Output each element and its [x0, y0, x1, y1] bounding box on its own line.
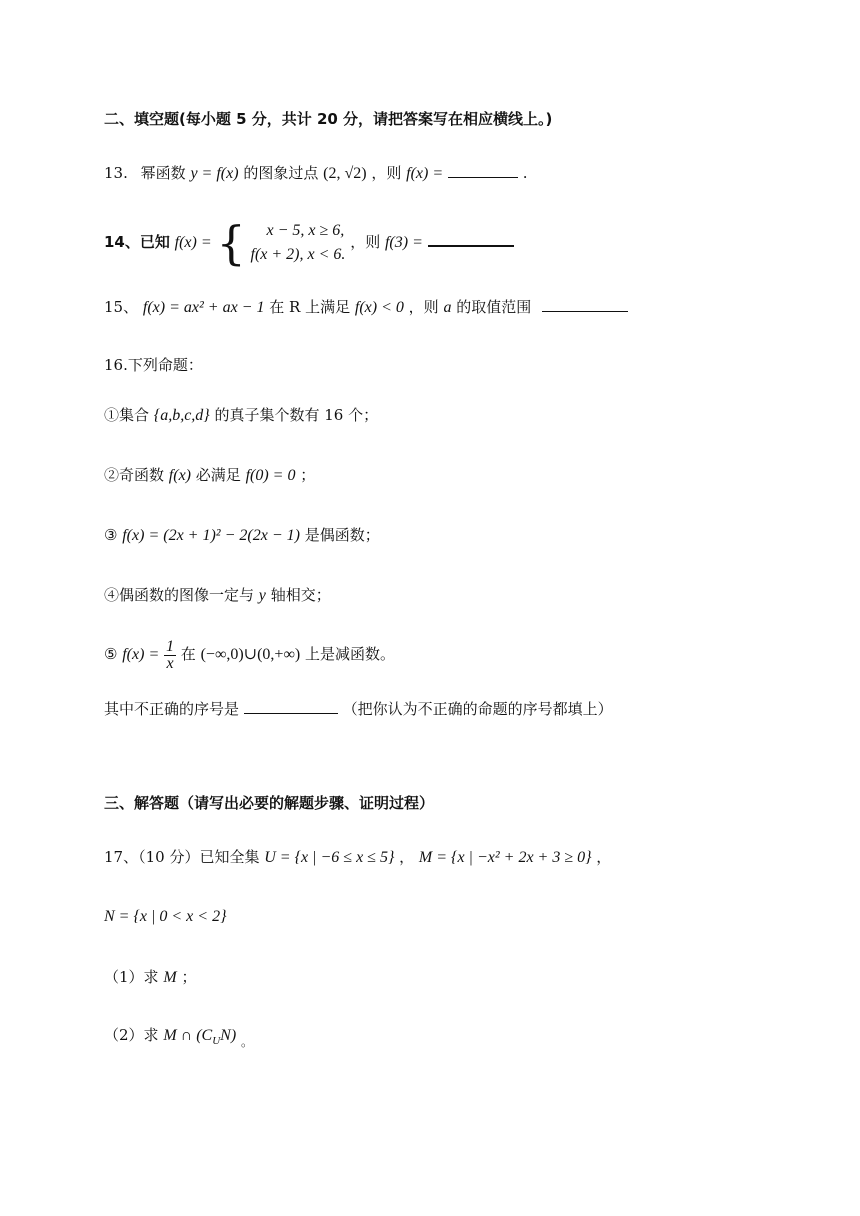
q13-number: 13.: [104, 164, 128, 182]
q15-text-3: 的取值范围: [456, 298, 532, 316]
q16-item-2-mark: ②奇函数: [104, 466, 165, 484]
q16-item-5-mark: ⑤: [104, 645, 118, 663]
q16-answer-prefix: 其中不正确的序号是: [104, 700, 240, 718]
q17-number: 17、（10 分）已知全集: [104, 848, 260, 866]
q13-end: .: [522, 164, 528, 182]
q16-item-1-expr: {a,b,c,d}: [153, 407, 210, 424]
q17-separator: ，: [399, 848, 415, 866]
q16-item-4: [104, 584, 331, 607]
question-15: [104, 296, 628, 319]
q16-answer-blank[interactable]: [244, 699, 338, 714]
q14-cases: [251, 219, 346, 267]
q17-part-1-label: （1）求: [104, 968, 159, 986]
q17-part-1-end: ；: [181, 968, 197, 986]
q14-expr: f(3) =: [384, 234, 423, 251]
q16-item-2-expr-2: f(0) = 0: [245, 467, 296, 484]
q16-item-5-interval: (−∞,0)∪(0,+∞): [200, 646, 301, 663]
q13-point: (2, √2): [323, 165, 367, 182]
q16-item-2-expr: f(x): [168, 467, 191, 484]
q16-item-2-text: 必满足: [195, 466, 241, 484]
q14-lhs: f(x) =: [174, 234, 212, 251]
question-17: [104, 846, 611, 869]
q15-text-2: ，则: [408, 298, 439, 316]
q13-text-2: 的图象过点: [243, 164, 319, 182]
q17-end: ，: [596, 848, 612, 866]
q17-part-2-label: （2）求: [104, 1026, 159, 1044]
q14-number: 14、已知: [104, 233, 170, 251]
q17-part-2-expr: M ∩ (C: [163, 1027, 213, 1044]
q17-part-1: [104, 966, 196, 989]
q17-part-2-subscript: U: [212, 1035, 221, 1047]
q16-item-1-mark: ①集合: [104, 406, 150, 424]
q16-item-5-lhs: f(x) =: [122, 646, 160, 663]
q14-case-2: f(x + 2), x < 6.: [250, 246, 346, 263]
q16-item-5: [104, 636, 395, 673]
q16-item-5-denominator: x: [166, 654, 174, 672]
q13-text-1: 幂函数: [140, 164, 186, 182]
section-3-title: 三、解答题（请写出必要的解题步骤、证明过程）: [104, 794, 435, 812]
q13-text-3: ，则: [371, 164, 402, 182]
q16-answer-line: [104, 698, 613, 720]
q13-expr-2: f(x) =: [406, 165, 444, 182]
q16-item-4-mark: ④偶函数的图像一定与: [104, 586, 255, 604]
q17-part-2-expr-2: N): [220, 1027, 237, 1044]
q16-item-4-expr: y: [258, 587, 266, 604]
q17-set-N: N = {x | 0 < x < 2}: [104, 908, 227, 925]
q13-expr: y = f(x): [190, 165, 239, 182]
q17-part-1-expr: M: [163, 969, 177, 986]
q16-item-2: [104, 464, 315, 487]
q16-item-2-end: ；: [300, 466, 316, 484]
q16-item-3-mark: ③: [104, 526, 118, 544]
q15-expr: f(x) = ax² + ax − 1: [142, 299, 265, 316]
q15-text-1: 在 R 上满足: [269, 298, 351, 316]
section-2-title: 二、填空题(每小题 5 分，共计 20 分，请把答案写在相应横线上。): [104, 110, 553, 128]
q16-item-5-text-1: 在: [180, 645, 196, 663]
q14-text: ，则: [350, 233, 381, 251]
q16-answer-suffix: （把你认为不正确的命题的序号都填上）: [342, 700, 613, 718]
question-14: [104, 216, 514, 270]
q16-item-4-text: 轴相交；: [270, 586, 331, 604]
q16-item-3-expr: f(x) = (2x + 1)² − 2(2x − 1): [122, 527, 300, 544]
q17-part-2-end: 。: [240, 1035, 253, 1049]
q16-item-3-text: 是偶函数；: [304, 526, 380, 544]
q14-answer-blank[interactable]: [428, 231, 514, 247]
q17-part-2: [104, 1024, 253, 1053]
q17-set-M: M = {x | −x² + 2x + 3 ≥ 0}: [418, 849, 592, 866]
q14-brace: {: [216, 216, 246, 270]
q16-item-5-numerator: 1: [166, 637, 175, 655]
q15-var: a: [443, 299, 452, 316]
q15-condition: f(x) < 0: [354, 299, 404, 316]
q17-set-U: U = {x | −6 ≤ x ≤ 5}: [264, 849, 395, 866]
q16-item-5-text-2: 上是减函数。: [304, 645, 395, 663]
q14-case-1: x − 5, x ≥ 6,: [266, 222, 345, 239]
q16-item-3: [104, 524, 380, 547]
q15-number: 15、: [104, 298, 139, 316]
question-13: [104, 162, 527, 185]
q13-answer-blank[interactable]: [448, 163, 518, 178]
q16-item-1: [104, 404, 378, 427]
q16-item-1-text: 的真子集个数有 16 个；: [214, 406, 379, 424]
q15-answer-blank[interactable]: [542, 297, 628, 312]
q16-item-5-fraction: [164, 639, 176, 672]
question-16-title: 16.下列命题：: [104, 356, 203, 374]
